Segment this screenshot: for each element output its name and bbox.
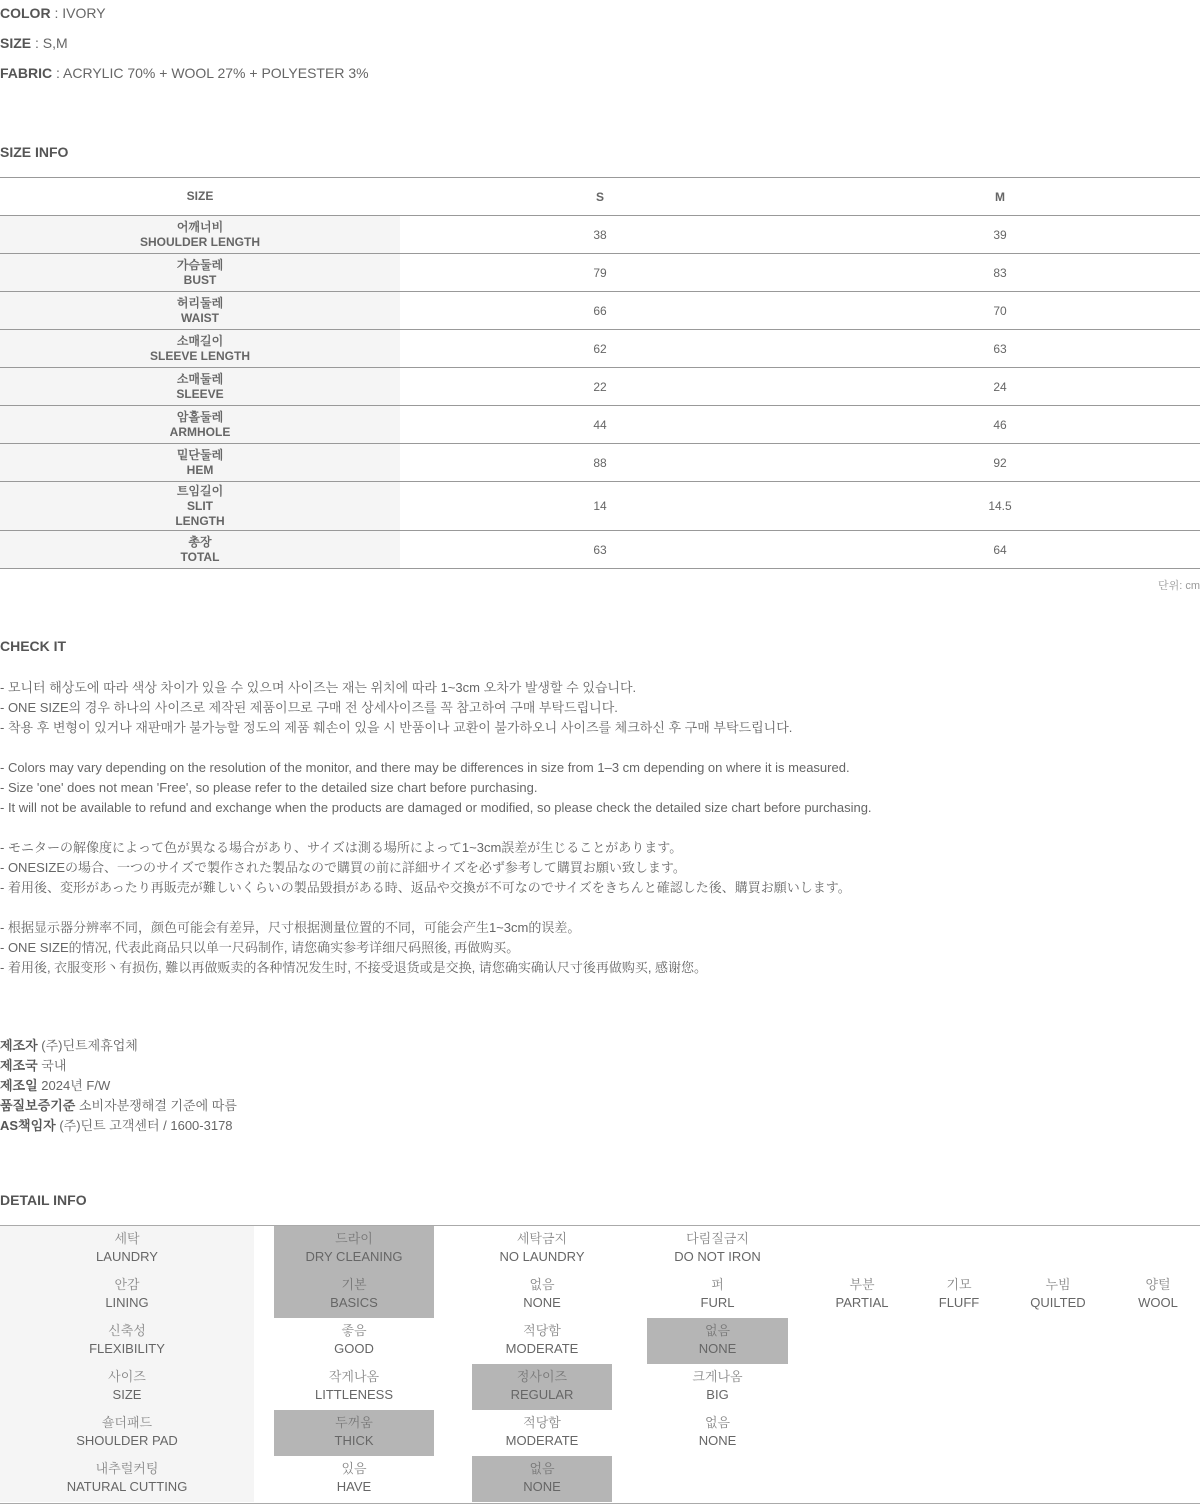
detail-label-en: SIZE (112, 1387, 142, 1402)
detail-label-en: SHOULDER PAD (76, 1433, 178, 1448)
detail-row-label (0, 1410, 254, 1456)
size-spec (0, 35, 68, 51)
value-s: 22 (400, 368, 800, 406)
detail-option (1018, 1272, 1098, 1318)
measurement-label-ko: 가슴둘레 (176, 257, 224, 272)
detail-option-en: DO NOT IRON (674, 1249, 761, 1264)
size-row (0, 292, 1200, 330)
measurement-label-en: BUST (183, 272, 217, 287)
measurement-label (0, 368, 400, 406)
detail-option-ko: 두꺼움 (335, 1415, 373, 1430)
measurement-label (0, 482, 400, 531)
check-it-line: - Colors may vary depending on the resolution of the monitor, and there may be differences in size from 1–3 cm depending on where it is measured. (0, 760, 850, 775)
measurement-label-en: SHOULDER LENGTH (140, 234, 260, 249)
check-it-line: - モニターの解像度によって色が異なる場合があり、サイズは測る場所によって1~3cm誤差が生じることがあります。 (0, 840, 683, 855)
color-value: : IVORY (50, 5, 106, 21)
check-it-title: CHECK IT (0, 638, 67, 654)
detail-row-label (0, 1364, 254, 1410)
detail-row-label (0, 1272, 254, 1318)
detail-option-ko: 퍼 (711, 1277, 724, 1292)
measurement-label-ko: 암홀둘레 (176, 409, 224, 424)
detail-option-en: REGULAR (510, 1387, 574, 1402)
detail-row-label (0, 1318, 254, 1364)
detail-label-en: NATURAL CUTTING (66, 1479, 188, 1494)
detail-option-en: NONE (523, 1295, 561, 1310)
detail-option (472, 1272, 612, 1318)
measurement-label (0, 216, 400, 254)
value-m: 83 (800, 254, 1200, 292)
detail-option (472, 1318, 612, 1364)
value-m: 70 (800, 292, 1200, 330)
detail-option (647, 1272, 788, 1318)
value-m: 92 (800, 444, 1200, 482)
detail-row-label (0, 1226, 254, 1272)
measurement-label (0, 406, 400, 444)
detail-option-en: GOOD (334, 1341, 374, 1356)
detail-option (274, 1364, 434, 1410)
detail-option-ko: 양털 (1145, 1277, 1171, 1292)
unit-note: 단위: cm (1157, 580, 1200, 592)
maker-line (0, 1076, 237, 1096)
size-table (0, 177, 1200, 569)
detail-option-ko: 없음 (704, 1323, 731, 1338)
measurement-label-ko: 어깨너비 (176, 219, 224, 234)
detail-option-selected (647, 1318, 788, 1364)
value-s: 38 (400, 216, 800, 254)
detail-option-selected (472, 1456, 612, 1502)
size-row (0, 330, 1200, 368)
detail-option (472, 1226, 612, 1272)
maker-line (0, 1096, 237, 1116)
value-m: 39 (800, 216, 1200, 254)
measurement-label-ko: 소매둘레 (176, 371, 224, 386)
measurement-label-ko: 트임길이 (176, 483, 224, 498)
detail-option-selected (274, 1226, 434, 1272)
detail-option (274, 1318, 434, 1364)
detail-option-selected (274, 1272, 434, 1318)
size-row (0, 482, 1200, 531)
value-m: 46 (800, 406, 1200, 444)
detail-option-ko: 없음 (704, 1415, 731, 1430)
detail-label-ko: 신축성 (108, 1323, 146, 1338)
detail-option-ko: 기본 (341, 1277, 367, 1292)
check-it-line: - 착용 후 변형이 있거나 재판매가 불가능할 정도의 제품 훼손이 있을 시 반품이나 교환이 불가하오니 사이즈를 체크하신 후 구매 부탁드립니다. (0, 720, 793, 735)
detail-option-ko: 다림질금지 (686, 1231, 749, 1246)
detail-option-en: NONE (523, 1479, 561, 1494)
check-it-line: - ONE SIZE的情况, 代表此商品只以单一尺码制作, 请您确实参考详细尺码照後, 再做购买。 (0, 940, 520, 955)
detail-label-en: LINING (105, 1295, 149, 1310)
header-m: M (800, 178, 1200, 216)
detail-option-en: NONE (698, 1341, 737, 1356)
detail-info-grid (0, 1225, 1200, 1504)
detail-option (647, 1364, 788, 1410)
measurement-label (0, 254, 400, 292)
size-value: : S,M (31, 35, 68, 51)
value-m: 14.5 (800, 482, 1200, 531)
measurement-label (0, 330, 400, 368)
size-table-header (0, 178, 1200, 216)
check-it-line: - ONESIZEの場合、一つのサイズで製作された製品なので購買の前に詳細サイズを必ず参考して購買お願い致します。 (0, 860, 686, 875)
value-m: 63 (800, 330, 1200, 368)
maker-value: 국내 (37, 1058, 67, 1073)
maker-line (0, 1056, 237, 1076)
value-s: 88 (400, 444, 800, 482)
measurement-label (0, 531, 400, 569)
detail-option-ko: 좋음 (341, 1323, 367, 1338)
maker-value: (주)딘트 고객센터 / 1600-3178 (55, 1118, 233, 1133)
measurement-label-en: SLIT (187, 498, 213, 513)
detail-option (472, 1410, 612, 1456)
measurement-label-en: WAIST (181, 310, 219, 325)
detail-option-ko: 없음 (529, 1277, 555, 1292)
fabric-label: FABRIC (0, 65, 53, 81)
detail-option-ko: 부분 (849, 1277, 875, 1292)
measurement-label-en-2: LENGTH (175, 513, 225, 528)
detail-option-en: FURL (700, 1295, 735, 1310)
spacer (0, 818, 872, 838)
measurement-label-ko: 소매길이 (176, 333, 224, 348)
detail-label-ko: 숄더패드 (101, 1415, 153, 1430)
detail-label-ko: 안감 (114, 1277, 140, 1292)
detail-option-ko: 세탁금지 (516, 1231, 568, 1246)
detail-option (1118, 1272, 1198, 1318)
maker-line (0, 1116, 237, 1136)
detail-label-en: LAUNDRY (96, 1249, 158, 1264)
detail-option-en: BASICS (330, 1295, 378, 1310)
fabric-spec (0, 65, 369, 81)
size-row (0, 368, 1200, 406)
detail-option-en: NONE (698, 1433, 737, 1448)
detail-label-en: FLEXIBILITY (89, 1341, 165, 1356)
check-it-line: - ONE SIZE의 경우 하나의 사이즈로 제작된 제품이므로 구매 전 상세사이즈를 꼭 참고하여 구매 부탁드립니다. (0, 700, 618, 715)
size-row (0, 531, 1200, 569)
size-row (0, 406, 1200, 444)
detail-option-en: MODERATE (505, 1433, 579, 1448)
maker-label: AS책임자 (0, 1118, 56, 1133)
detail-label-ko: 사이즈 (108, 1369, 146, 1384)
detail-option (647, 1226, 788, 1272)
detail-option-en: THICK (334, 1433, 374, 1448)
check-it-notes (0, 678, 872, 978)
detail-option (823, 1272, 901, 1318)
detail-option-ko: 크게나옴 (692, 1369, 743, 1384)
spacer (0, 738, 872, 758)
detail-option-en: LITTLENESS (314, 1387, 394, 1402)
check-it-line: - 着用後、変形があったり再販売が難しいくらいの製品毀損がある時、返品や交換が不可なのでサイズをきちんと確認した後、購買お願いします。 (0, 880, 851, 895)
detail-option-ko: 기모 (946, 1277, 972, 1292)
size-label: SIZE (0, 35, 32, 51)
measurement-label (0, 444, 400, 482)
detail-option-en: QUILTED (1030, 1295, 1086, 1310)
detail-option-en: DRY CLEANING (305, 1249, 403, 1264)
detail-option-en: NO LAUNDRY (499, 1249, 585, 1264)
detail-option (274, 1456, 434, 1502)
detail-option-ko: 적당함 (523, 1323, 561, 1338)
detail-option-ko: 드라이 (335, 1231, 373, 1246)
check-it-line: - Size 'one' does not mean 'Free', so please refer to the detailed size chart before purchasing. (0, 780, 538, 795)
maker-value: 2024년 F/W (37, 1078, 111, 1093)
check-it-line: - 모니터 해상도에 따라 색상 차이가 있을 수 있으며 사이즈는 재는 위치에 따라 1~3cm 오차가 발생할 수 있습니다. (0, 680, 637, 695)
detail-option-en: FLUFF (938, 1295, 980, 1310)
maker-info (0, 1036, 237, 1136)
detail-option-en: MODERATE (505, 1341, 579, 1356)
detail-option-selected (472, 1364, 612, 1410)
detail-option-selected (274, 1410, 434, 1456)
value-s: 62 (400, 330, 800, 368)
header-s: S (400, 178, 800, 216)
measurement-label-en: TOTAL (180, 549, 220, 564)
measurement-label-ko: 허리둘레 (176, 295, 224, 310)
check-it-line: - 根据显示器分辨率不同，颜色可能会有差异，尺寸根据测量位置的不同，可能会产生1~3cm的误差。 (0, 920, 581, 935)
maker-line (0, 1036, 237, 1056)
detail-option-ko: 없음 (529, 1461, 555, 1476)
size-row (0, 444, 1200, 482)
maker-value: 소비자분쟁해결 기준에 따름 (75, 1098, 237, 1113)
spacer (0, 898, 872, 918)
value-s: 79 (400, 254, 800, 292)
detail-option-ko: 정사이즈 (516, 1369, 568, 1384)
detail-label-ko: 내추럴커팅 (95, 1461, 159, 1476)
maker-label: 제조국 (0, 1058, 38, 1073)
detail-option-ko: 작게나옴 (328, 1369, 380, 1384)
maker-label: 품질보증기준 (0, 1098, 76, 1113)
detail-option-ko: 적당함 (523, 1415, 561, 1430)
check-it-line: - It will not be available to refund and exchange when the products are damaged or modified, so please check the detailed size chart before purchasing. (0, 800, 872, 815)
measurement-label-en: SLEEVE LENGTH (149, 348, 250, 363)
color-label: COLOR (0, 5, 51, 21)
size-row (0, 254, 1200, 292)
maker-label: 제조자 (0, 1038, 38, 1053)
measurement-label-en: SLEEVE (176, 386, 224, 401)
value-s: 44 (400, 406, 800, 444)
measurement-label-ko: 총장 (188, 534, 212, 549)
detail-option-en: WOOL (1138, 1295, 1178, 1310)
detail-option-en: HAVE (336, 1479, 372, 1494)
value-s: 63 (400, 531, 800, 569)
detail-label-ko: 세탁 (114, 1231, 140, 1246)
check-it-line: - 着用後, 衣服变形丶有损伤, 難以再做贩卖的各种情况发生时, 不接受退货或是交换, 请您确实确认尺寸後再做购买, 感谢您。 (0, 960, 708, 975)
fabric-value: : ACRYLIC 70% + WOOL 27% + POLYESTER 3% (52, 65, 369, 81)
detail-option-ko: 누빔 (1045, 1277, 1071, 1292)
value-m: 64 (800, 531, 1200, 569)
detail-row-label (0, 1456, 254, 1502)
measurement-label-en: HEM (186, 462, 214, 477)
detail-option-en: BIG (706, 1387, 729, 1402)
maker-label: 제조일 (0, 1078, 38, 1093)
detail-option-ko: 있음 (341, 1461, 367, 1476)
detail-option (920, 1272, 998, 1318)
value-m: 24 (800, 368, 1200, 406)
value-s: 66 (400, 292, 800, 330)
maker-value: (주)딘트제휴업체 (37, 1038, 138, 1053)
measurement-label (0, 292, 400, 330)
detail-option-en: PARTIAL (835, 1295, 889, 1310)
size-row (0, 216, 1200, 254)
header-size: SIZE (0, 178, 400, 216)
color-spec (0, 5, 106, 21)
value-s: 14 (400, 482, 800, 531)
size-info-title: SIZE INFO (0, 144, 69, 160)
detail-option (647, 1410, 788, 1456)
detail-info-title: DETAIL INFO (0, 1192, 87, 1208)
measurement-label-ko: 밑단둘레 (176, 447, 224, 462)
measurement-label-en: ARMHOLE (169, 424, 231, 439)
